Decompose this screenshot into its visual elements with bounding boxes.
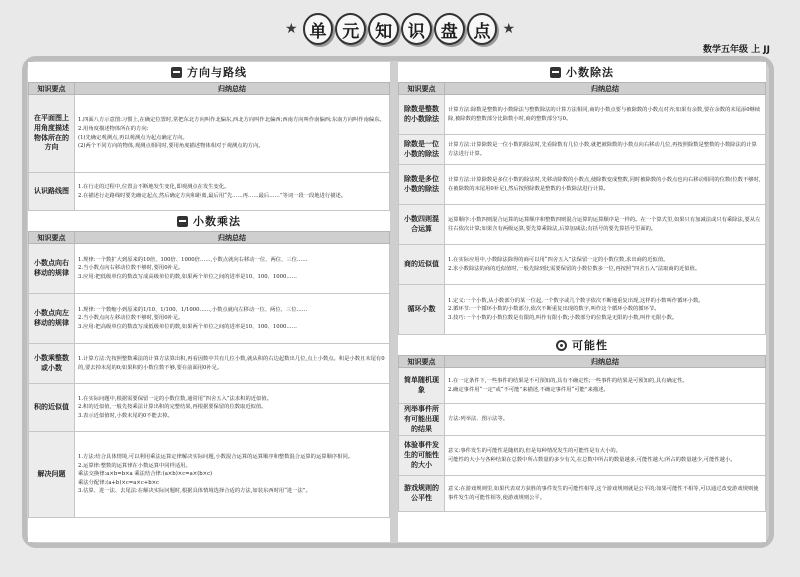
row-key: 小数四则混合运算 bbox=[399, 205, 445, 245]
body-line: 3.应用:把高级单位的数改写成低级单位的数,如果两个单位之间的进率是10、100、1000…… bbox=[78, 323, 297, 330]
row-key: 游戏规则的公平性 bbox=[399, 476, 445, 512]
banner-char: 元 bbox=[335, 13, 366, 45]
body-line: 1.规律:一个数扩大到原来的10倍、100倍、1000倍……,小数点就向右移动一位、两位、三位…… bbox=[78, 256, 308, 263]
banner-char: 点 bbox=[467, 13, 498, 45]
banner-char: 识 bbox=[401, 13, 432, 45]
row-key: 除数是整数的小数除法 bbox=[399, 95, 445, 135]
row-key: 循环小数 bbox=[399, 285, 445, 335]
row-key: 简单随机现象 bbox=[399, 368, 445, 404]
col-header-body: 归纳总结 bbox=[445, 356, 766, 368]
table-row bbox=[29, 95, 390, 173]
decimal-mul-table bbox=[28, 231, 390, 518]
body-line: 3.表示近似值时,小数末尾的0不能去掉。 bbox=[78, 412, 173, 419]
right-column bbox=[398, 62, 766, 542]
body-line: 1.在实际应用中,小数除法除得的商可以用“四舍五入”法保留一定的小数位数,求出商的近似值。 bbox=[448, 256, 669, 263]
row-key: 商的近似值 bbox=[399, 245, 445, 285]
row-key: 体验事件发生的可能性的大小 bbox=[399, 436, 445, 476]
section-title-text: 小数除法 bbox=[566, 66, 614, 79]
body-line: 2.当小数点向右移动位数不够时,要用0补足。 bbox=[78, 265, 184, 272]
col-header-key: 知识要点 bbox=[29, 83, 75, 95]
row-body bbox=[75, 95, 390, 173]
banner-char: 知 bbox=[368, 13, 399, 45]
row-key: 小数点向左移动的规律 bbox=[29, 294, 75, 344]
left-column bbox=[28, 62, 390, 542]
body-line: 1.在实际问题中,根据需要保留一定的小数位数,通常用“四舍五入”法求积的近似值。 bbox=[78, 395, 272, 402]
row-body bbox=[445, 245, 766, 285]
section-title-decimal-div bbox=[398, 62, 766, 82]
star-icon: ★ bbox=[502, 21, 515, 37]
body-line: 计算方法:除数是整数的小数除法与整数除法的计算方法相同,商的小数点要与被除数的小数点对齐;如果有余数,要在余数的末尾添0继续除,被除数的整数部分比除数小时,商的整数部分写0。 bbox=[448, 106, 761, 122]
star-icon: ★ bbox=[285, 21, 298, 37]
table-row bbox=[29, 384, 390, 432]
banner-char: 盘 bbox=[434, 13, 465, 45]
table-row bbox=[29, 244, 390, 294]
table-row bbox=[399, 165, 766, 205]
body-line: 2.确定事件用“一定”或“不可能”来描述,不确定事件用“可能”来描述。 bbox=[448, 386, 609, 393]
table-row bbox=[29, 344, 390, 384]
row-body bbox=[445, 368, 766, 404]
body-line: 1.在行走的过程中,位置会不断地发生变化,即观测点在发生变化。 bbox=[78, 183, 230, 190]
grade-label: 数学五年级 上 JJ bbox=[703, 45, 770, 55]
body-line: 方法:列举法、图示法等。 bbox=[448, 416, 509, 423]
section-marker-icon bbox=[171, 67, 182, 78]
direction-table bbox=[28, 82, 390, 211]
table-row bbox=[399, 404, 766, 436]
col-header-body: 归纳总结 bbox=[75, 83, 390, 95]
body-line: 计算方法:计算除数是一位小数的除法时,先看除数有几位小数,就把被除数的小数点向右移动几位,再按照除数是整数的小数除法的计算方法进行计算。 bbox=[448, 141, 757, 157]
body-line: 运算顺序:小数四则混合运算的运算顺序和整数四则混合运算的运算顺序是一样的。在一个算式里,如果只有加减法或只有乘除法,要从左往右依次计算;如果含有两级运算,要先算乘除法,后算加减法;有括号的要先算括号里面的。 bbox=[448, 216, 761, 232]
decimal-div-table bbox=[398, 82, 766, 335]
body-line: (1)先确定观测点,再以观测点为起点确定方向。 bbox=[78, 134, 188, 141]
probability-table bbox=[398, 355, 766, 512]
section-marker-icon bbox=[556, 340, 567, 351]
table-row bbox=[29, 173, 390, 211]
body-line: 2.运算律:整数的运算律在小数运算中同样适用。 bbox=[78, 462, 191, 469]
body-line: 1.规律:一个数缩小到原来的1/10、1/100、1/1000……,小数点就向左移动一位、两位、三位…… bbox=[78, 306, 308, 313]
table-row bbox=[399, 245, 766, 285]
row-key: 认识路线图 bbox=[29, 173, 75, 211]
row-key: 积的近似值 bbox=[29, 384, 75, 432]
row-key: 在平面图上用角度描述物体所在的方向 bbox=[29, 95, 75, 173]
section-marker-icon bbox=[177, 216, 188, 227]
table-row bbox=[29, 432, 390, 518]
body-line: 3.应用:把低级单位的数改写成高级单位的数,如果两个单位之间的进率是10、100、1000…… bbox=[78, 273, 297, 280]
body-line: 计算方法:计算除数是多位小数的除法时,先移动除数的小数点,使除数变成整数,同时被除数的小数点也向右移动相同的位数(位数不够时,在被除数的末尾用0补足),然后按照除数是整数的小数除法进行计算。 bbox=[448, 176, 761, 192]
body-line: 1.四面八方示意图:习惯上,在确定位置时,常把东北方向叫作北偏东,西北方向叫作北偏西;西南方向叫作南偏西;东南方向叫作南偏东。 bbox=[78, 117, 385, 124]
banner-char: 单 bbox=[303, 13, 334, 45]
col-header-key: 知识要点 bbox=[399, 83, 445, 95]
table-row bbox=[29, 294, 390, 344]
row-body bbox=[75, 432, 390, 518]
table-row bbox=[399, 436, 766, 476]
row-body bbox=[75, 173, 390, 211]
body-line: 1.方法:结合具体情境,可以利用乘法运算定律解决实际问题,小数混合运算的运算顺序和整数混合运算的运算顺序相同。 bbox=[78, 454, 354, 461]
body-line: 2.在描述行走路线时要先确定起点,然后确定方向和距离,最后用“先……再……最后……”等词一段一段地进行描述。 bbox=[78, 192, 347, 199]
section-title-text: 可能性 bbox=[572, 339, 608, 352]
row-key: 除数是多位小数的除法 bbox=[399, 165, 445, 205]
row-key: 小数点向右移动的规律 bbox=[29, 244, 75, 294]
col-header-body: 归纳总结 bbox=[75, 232, 390, 244]
row-body bbox=[75, 244, 390, 294]
row-body bbox=[445, 436, 766, 476]
body-line: 2.求小数除法的商的近似值时,一般先除到比需要保留的小数位数多一位,再按照“四舍五入”法取商的近似值。 bbox=[448, 265, 701, 272]
body-line: (2)两个不同方向的物体,观测点相同时,要用角度描述物体相对于观测点的方向。 bbox=[78, 143, 264, 150]
table-row bbox=[399, 476, 766, 512]
row-body bbox=[445, 404, 766, 436]
body-line: 乘法分配律:(a+b)×c=a×c+b×c bbox=[78, 479, 160, 486]
body-line: 3.估算、进一法、去尾法:在解决实际问题时,根据具体情境选择合适的方法,如装东西时用“进一法”。 bbox=[78, 488, 311, 495]
col-header-key: 知识要点 bbox=[29, 232, 75, 244]
row-body bbox=[75, 344, 390, 384]
row-body bbox=[445, 165, 766, 205]
body-line: 1.在一定条件下,一些事件的结果是不可预知的,具有不确定性;一些事件的结果是可预知的,具有确定性。 bbox=[448, 377, 688, 384]
table-row bbox=[399, 95, 766, 135]
table-row bbox=[399, 285, 766, 335]
body-line: 1.计算方法:先按照整数乘法的计算方法算出积,再看因数中共有几位小数,就从积的右边起数出几位,点上小数点。积是小数且末尾有0的,要去掉末尾的0;如果积的小数位数不够,要在前面用0补足。 bbox=[78, 355, 385, 371]
body-line: 2.积的近似值,一般先按乘法计算出积的完整结果,再根据要保留的位数取近似值。 bbox=[78, 404, 267, 411]
body-line: 意义:在游戏规则里,如果代表双方获胜的事件发生的可能性相等,这个游戏规则就是公平的;如果可能性不相等,可以通过改变游戏规则使事件发生的可能性相等,使游戏规则公平。 bbox=[448, 486, 759, 501]
body-line: 乘法交换律:a×b=b×a 乘法结合律:(a×b)×c=a×(b×c) bbox=[78, 471, 213, 478]
section-title-direction bbox=[28, 62, 390, 82]
section-marker-icon bbox=[550, 67, 561, 78]
table-row bbox=[399, 205, 766, 245]
section-title-probability bbox=[398, 335, 766, 355]
col-header-key: 知识要点 bbox=[399, 356, 445, 368]
row-body bbox=[445, 476, 766, 512]
table-row bbox=[399, 368, 766, 404]
body-line: 1.定义:一个小数,从小数部分的某一位起,一个数字或几个数字依次不断地重复出现,这样的小数叫作循环小数。 bbox=[448, 297, 704, 304]
row-body bbox=[445, 95, 766, 135]
section-title-text: 小数乘法 bbox=[193, 215, 241, 228]
row-body bbox=[445, 285, 766, 335]
section-title-decimal-mul bbox=[28, 211, 390, 231]
row-key: 小数乘整数或小数 bbox=[29, 344, 75, 384]
row-body bbox=[75, 294, 390, 344]
body-line: 可能性的大小与各种结果在总数中所占数量的多少有关,在总数中所占的数量越多,可能性越大;所占的数量越少,可能性越小。 bbox=[448, 456, 736, 463]
body-line: 2.循环节:一个循环小数的小数部分,依次不断重复出现的数字,叫作这个循环小数的循环节。 bbox=[448, 306, 660, 313]
body-line: 意义:事件发生的可能性是随机的,但是每种情况发生的可能性是有大小的。 bbox=[448, 448, 621, 455]
row-body bbox=[75, 384, 390, 432]
col-header-body: 归纳总结 bbox=[445, 83, 766, 95]
row-body bbox=[445, 135, 766, 165]
row-body bbox=[445, 205, 766, 245]
section-title-text: 方向与路线 bbox=[187, 66, 247, 79]
row-key: 除数是一位小数的除法 bbox=[399, 135, 445, 165]
body-line: 2.用角度描述物体所在的方向: bbox=[78, 125, 149, 132]
body-line: 3.技巧:一个小数的小数位数是有限的,叫作有限小数;小数部分的位数是无限的小数,叫作无限小数。 bbox=[448, 314, 678, 321]
table-row bbox=[399, 135, 766, 165]
body-line: 2.当小数点向左移动位数不够时,要用0补足。 bbox=[78, 315, 184, 322]
row-key: 解决问题 bbox=[29, 432, 75, 518]
unit-review-banner bbox=[282, 8, 518, 50]
row-key: 列举事件所有可能出现的结果 bbox=[399, 404, 445, 436]
